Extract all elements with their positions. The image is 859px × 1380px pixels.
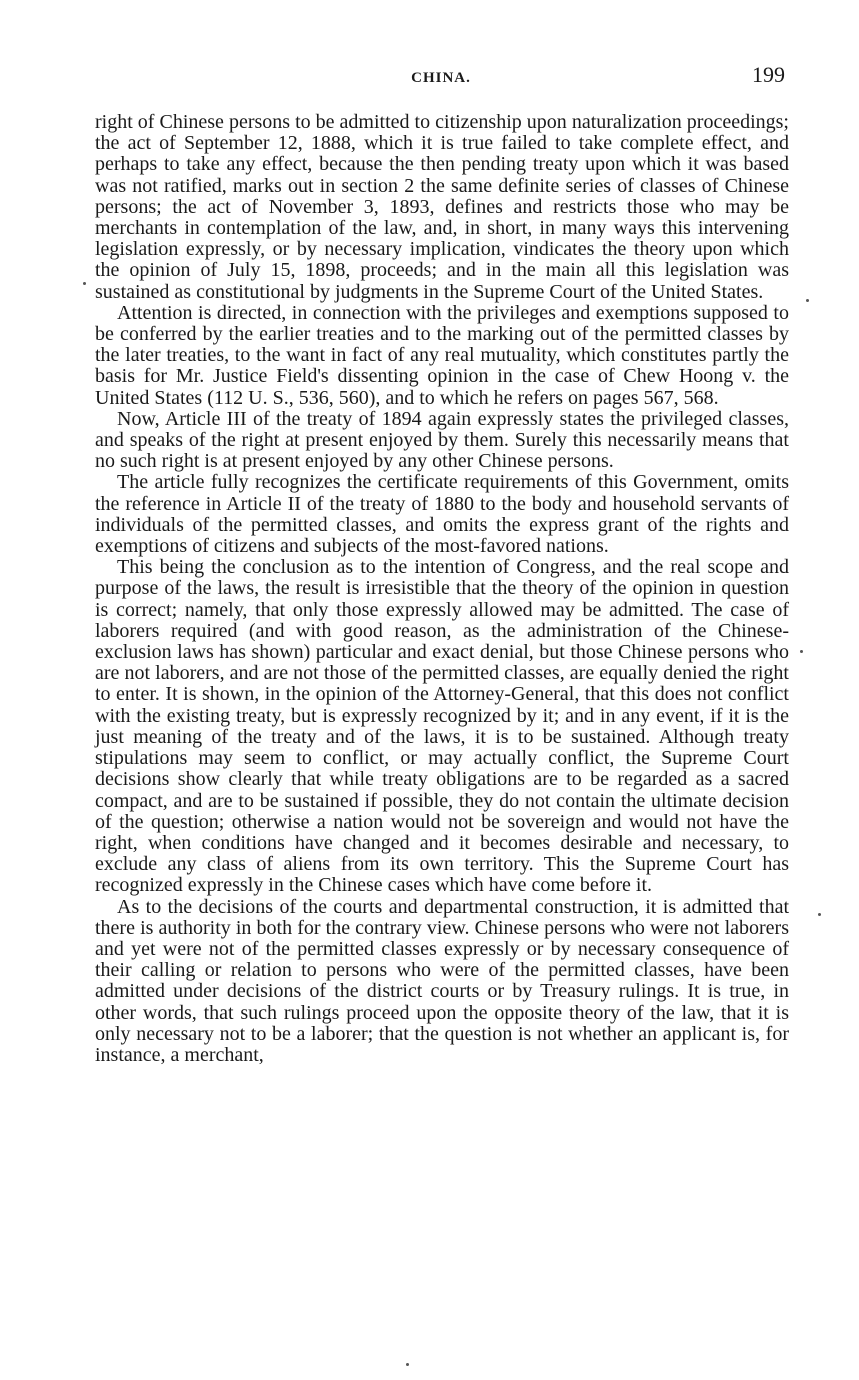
running-head: CHINA. (411, 70, 471, 86)
margin-mark (800, 650, 803, 653)
paragraph-6: As to the decisions of the courts and departmental construction, it is admitted that there is authority in both for the contrary view. Chinese persons who were not laborers and yet were not of the permitted classes expressly or by necessary consequence of their calling or relation to persons who were of the permitted classes, have been admitted under decisions of the district courts or by Treasury rulings. It is true, in other words, that such rulings proceed upon the opposite theory of the law, that it is only necessary not to be a laborer; that the question is not whether an applicant is, for instance, a merchant, (95, 895, 789, 1066)
margin-mark (83, 282, 86, 285)
paragraph-4: The article fully recognizes the certificate requirements of this Government, omits the reference in Article II of the treaty of 1880 to the body and household servants of individuals of the permitted classes, and omits the express grant of the rights and exemptions of citizens and subjects of the most-favored nations. (95, 471, 789, 558)
page-header (95, 62, 787, 92)
paragraph-3: Now, Article III of the treaty of 1894 again expressly states the privileged classes, and speaks of the right at present enjoyed by them. Surely this necessarily means that no such right is at present enjoyed by any other Chinese persons. (95, 407, 789, 473)
paragraph-2: Attention is directed, in connection with the privileges and exemptions supposed to be conferred by the earlier treaties and to the marking out of the permitted classes by the later treaties, to the want in fact of any real mutuality, which constitutes partly the basis for Mr. Justice Field's dissenting opinion in the case of Chew Hoong v. the United States (112 U. S., 536, 560), and to which he refers on pages 567, 568. (95, 301, 789, 409)
margin-mark (806, 299, 809, 302)
margin-mark (406, 1363, 409, 1366)
margin-mark (818, 913, 821, 916)
body-text (95, 112, 789, 1066)
paragraph-5: This being the conclusion as to the intention of Congress, and the real scope and purpose of the laws, the result is irresistible that the theory of the opinion in question is correct; namely, that only those expressly allowed may be admitted. The case of laborers required (and with good reason, as the administration of the Chinese-exclusion laws has shown) particular and exact denial, but those Chinese persons who are not laborers, and are not those of the permitted classes, are equally denied the right to enter. It is shown, in the opinion of the Attorney-General, that this does not conflict with the existing treaty, but is expressly recognized by it; and in any event, if it is the just meaning of the treaty and of the laws, it is to be sustained. Although treaty stipulations may seem to conflict, or may actually conflict, the Supreme Court decisions show clearly that while treaty obligations are to be regarded as a sacred compact, and are to be sustained if possible, they do not contain the ultimate decision of the question; otherwise a nation would not be sovereign and would not have the right, when conditions have changed and it becomes desirable and necessary, to exclude any class of aliens from its own territory. This the Supreme Court has recognized expressly in the Chinese cases which have come before it. (95, 556, 789, 897)
page-number: 199 (752, 62, 785, 87)
paragraph-1: right of Chinese persons to be admitted to citizenship upon naturalization proceedings; the act of September 12, 1888, which it is true failed to take complete effect, and perhaps to take any effect, because the then pending treaty upon which it was based was not ratified, marks out in section 2 the same definite series of classes of Chinese persons; the act of November 3, 1893, defines and restricts those who may be merchants in contemplation of the law, and, in short, in many ways this intervening legislation expressly, or by necessary implication, vindicates the theory upon which the opinion of July 15, 1898, proceeds; and in the main all this legislation was sustained as constitutional by judgments in the Supreme Court of the United States. (95, 111, 789, 303)
